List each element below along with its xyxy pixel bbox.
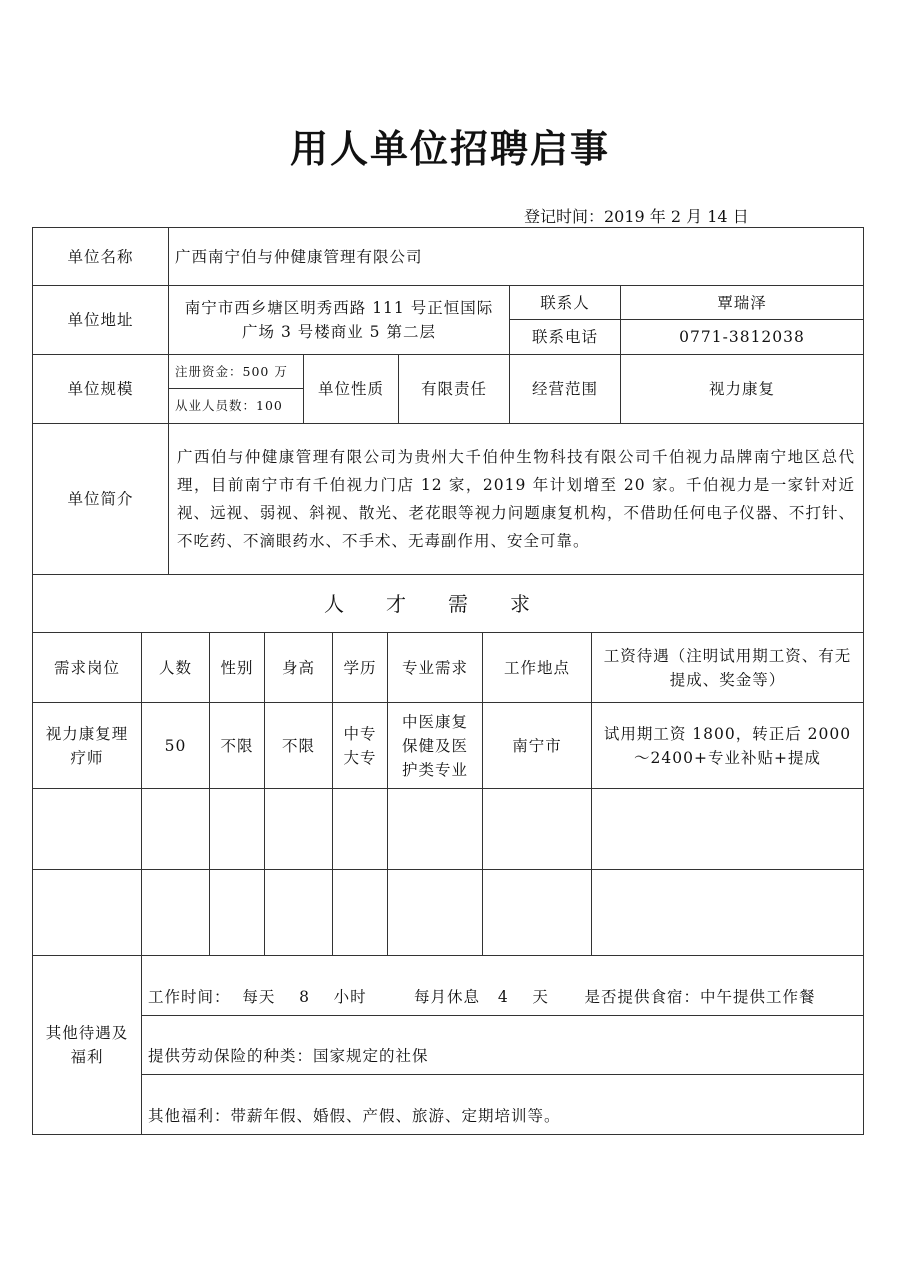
height: 不限 — [265, 703, 333, 789]
header-major: 专业需求 — [388, 633, 483, 703]
empty-cell — [483, 870, 592, 956]
registration-date: 登记时间：2019 年 2 月 14 日 — [524, 207, 749, 226]
header-salary: 工资待遇（注明试用期工资、有无提成、奖金等） — [592, 633, 864, 703]
address-label: 单位地址 — [33, 286, 169, 355]
company-info-table — [32, 227, 864, 633]
header-count: 人数 — [142, 633, 210, 703]
table-row-empty — [33, 870, 864, 956]
empty-cell — [388, 789, 483, 870]
major: 中医康复保健及医护类专业 — [388, 703, 483, 789]
header-location: 工作地点 — [483, 633, 592, 703]
intro-label: 单位简介 — [33, 424, 169, 575]
contact-label: 联系人 — [510, 286, 621, 320]
empty-cell — [265, 789, 333, 870]
count: 50 — [142, 703, 210, 789]
empty-cell — [265, 870, 333, 956]
company-name-label: 单位名称 — [33, 228, 169, 286]
empty-cell — [592, 870, 864, 956]
header-education: 学历 — [333, 633, 388, 703]
company-intro: 广西伯与仲健康管理有限公司为贵州大千伯仲生物科技有限公司千伯视力品牌南宁地区总代理，目前南宁市有千伯视力门店 12 家，2019 年计划增至 20 家。千伯视力是一家针对近视、远视、弱视、斜视、散光、老花眼等视力问题康复机构，不借助任何电子仪器、不打针、不吃药、不滴眼药水、不手术、无毒副作用、安全可靠。 — [169, 424, 864, 575]
salary: 试用期工资 1800，转正后 2000～2400+专业补贴+提成 — [592, 703, 864, 789]
page-title: 用人单位招聘启事 — [289, 127, 610, 171]
nature-label: 单位性质 — [304, 355, 399, 424]
phone: 0771-3812038 — [621, 320, 864, 355]
address-line-2: 广场 3 号楼商业 5 第二层 — [242, 323, 436, 341]
address — [169, 286, 510, 355]
empty-cell — [33, 789, 142, 870]
scope: 视力康复 — [621, 355, 864, 424]
phone-label: 联系电话 — [510, 320, 621, 355]
talent-section-title: 人才需求 — [33, 575, 864, 633]
table-row — [33, 703, 864, 789]
insurance: 提供劳动保险的种类：国家规定的社保 — [142, 1016, 864, 1075]
location: 南宁市 — [483, 703, 592, 789]
contact-person: 覃瑞泽 — [621, 286, 864, 320]
table-row-empty — [33, 789, 864, 870]
empty-cell — [210, 789, 265, 870]
company-name: 广西南宁伯与仲健康管理有限公司 — [169, 228, 864, 286]
empty-cell — [388, 870, 483, 956]
nature: 有限责任 — [399, 355, 510, 424]
employee-count: 从业人员数：100 — [169, 389, 304, 424]
empty-cell — [142, 789, 210, 870]
empty-cell — [483, 789, 592, 870]
other-benefits: 其他福利：带薪年假、婚假、产假、旅游、定期培训等。 — [142, 1075, 864, 1135]
empty-cell — [333, 870, 388, 956]
gender: 不限 — [210, 703, 265, 789]
empty-cell — [333, 789, 388, 870]
header-position: 需求岗位 — [33, 633, 142, 703]
registered-capital: 注册资金：500 万 — [169, 355, 304, 389]
empty-cell — [33, 870, 142, 956]
scope-label: 经营范围 — [510, 355, 621, 424]
empty-cell — [592, 789, 864, 870]
talent-header-row — [33, 633, 864, 703]
header-gender: 性别 — [210, 633, 265, 703]
benefits-label: 其他待遇及福利 — [33, 956, 142, 1135]
address-line-1: 南宁市西乡塘区明秀西路 111 号正恒国际 — [184, 299, 494, 317]
education: 中专大专 — [333, 703, 388, 789]
position: 视力康复理疗师 — [33, 703, 142, 789]
empty-cell — [142, 870, 210, 956]
scale-label: 单位规模 — [33, 355, 169, 424]
talent-table — [32, 632, 864, 1135]
empty-cell — [210, 870, 265, 956]
work-time: 工作时间： 每天 8 小时 每月休息 4 天 是否提供食宿：中午提供工作餐 — [142, 956, 864, 1016]
header-height: 身高 — [265, 633, 333, 703]
